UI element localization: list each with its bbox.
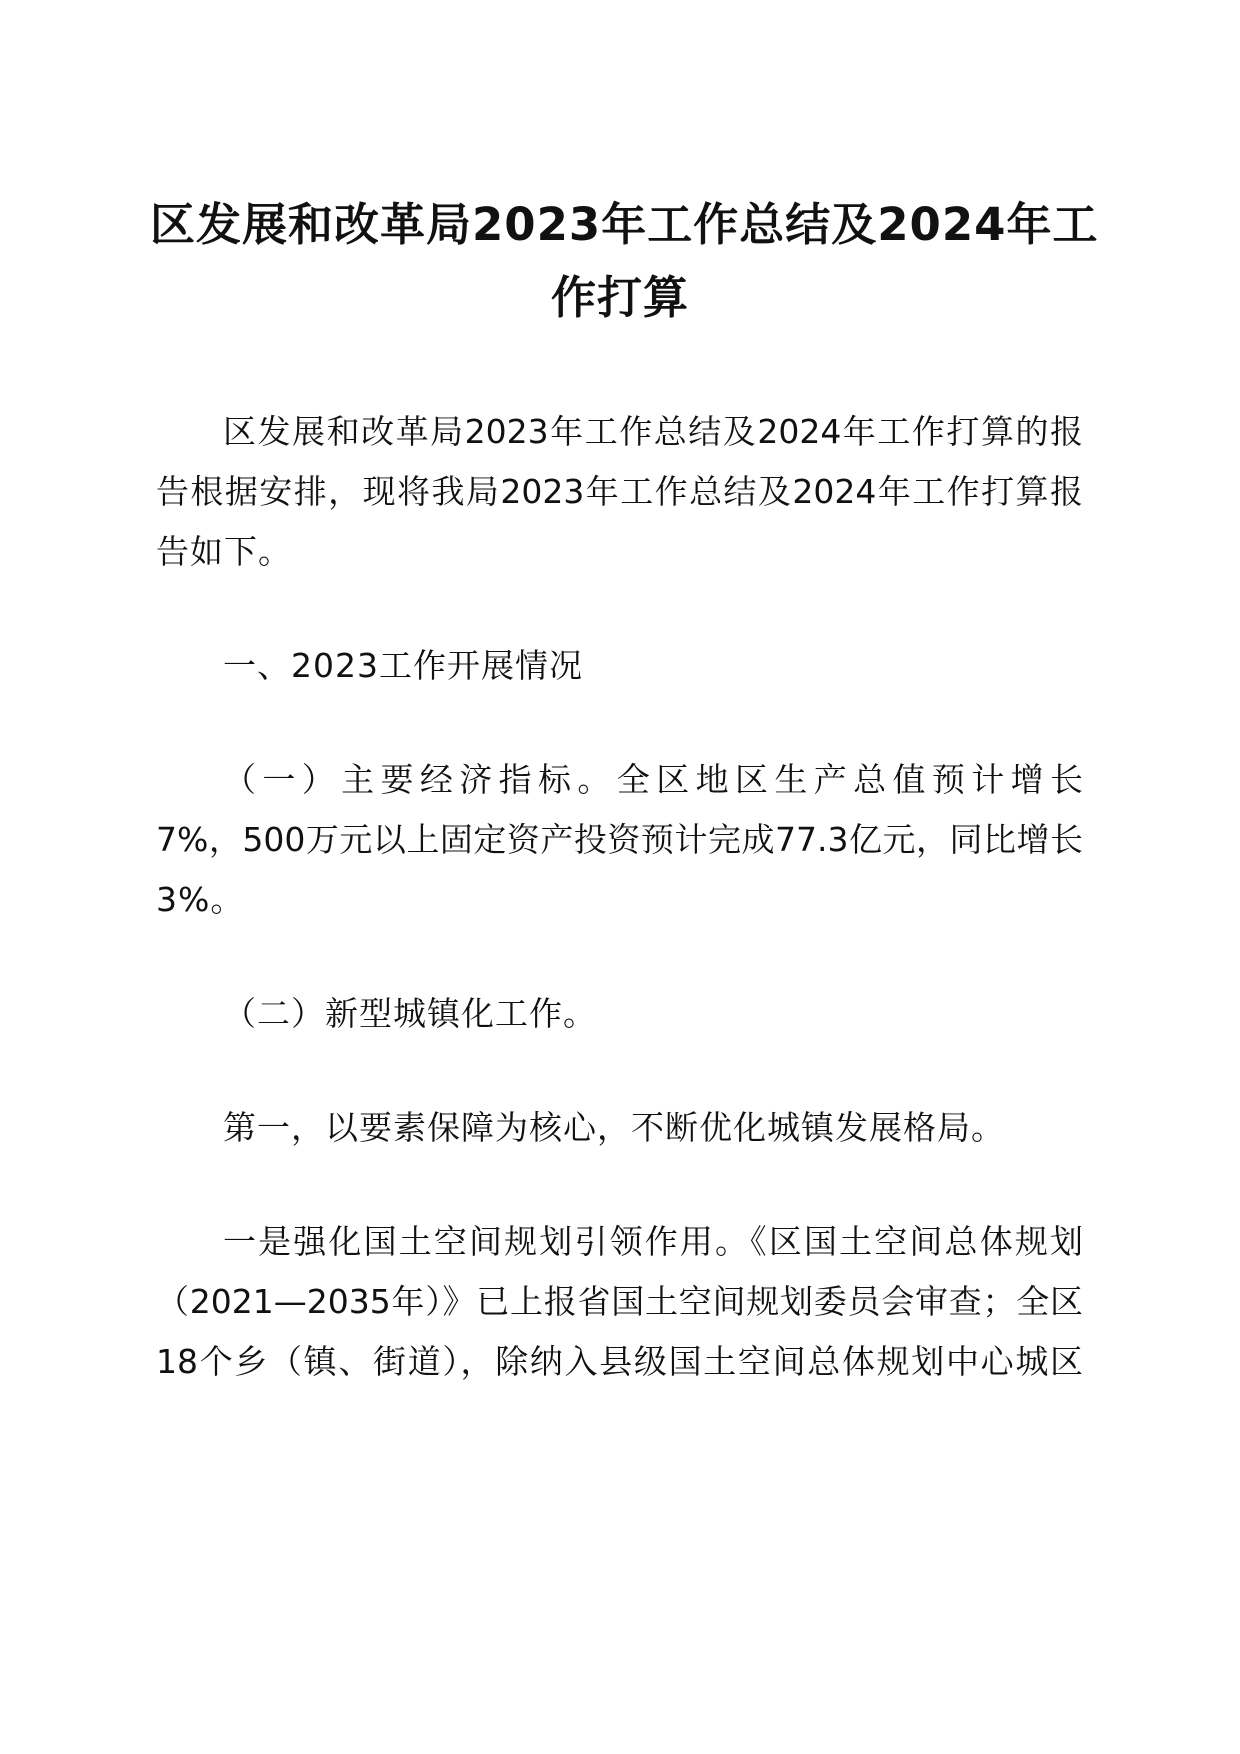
paragraph-line: 告根据安排，现将我局2023年工作总结及2024年工作打算报 xyxy=(156,472,1083,511)
paragraph-line: 告如下。 xyxy=(156,532,292,571)
paragraph-line: 区发展和改革局2023年工作总结及2024年工作打算的报 xyxy=(223,412,1083,451)
subsection-heading: （二）新型城镇化工作。 xyxy=(223,994,597,1033)
document-title-line-1: 区发展和改革局2023年工作总结及2024年工 xyxy=(150,198,1099,251)
paragraph-line: 7%，500万元以上固定资产投资预计完成77.3亿元，同比增长 xyxy=(156,820,1083,859)
point-heading: 第一，以要素保障为核心，不断优化城镇发展格局。 xyxy=(223,1108,1005,1147)
paragraph-line: 18个乡（镇、街道），除纳入县级国土空间总体规划中心城区 xyxy=(156,1342,1083,1381)
paragraph-line: 一是强化国土空间规划引领作用。《区国土空间总体规划 xyxy=(223,1222,1083,1261)
document-title-line-2: 作打算 xyxy=(550,271,689,324)
paragraph-line: 3%。 xyxy=(156,880,245,919)
section-heading: 一、2023工作开展情况 xyxy=(223,646,583,685)
paragraph-line: （2021—2035年）》已上报省国土空间规划委员会审查；全区 xyxy=(156,1282,1083,1321)
paragraph-line: （一）主要经济指标。全区地区生产总值预计增长 xyxy=(223,760,1083,799)
